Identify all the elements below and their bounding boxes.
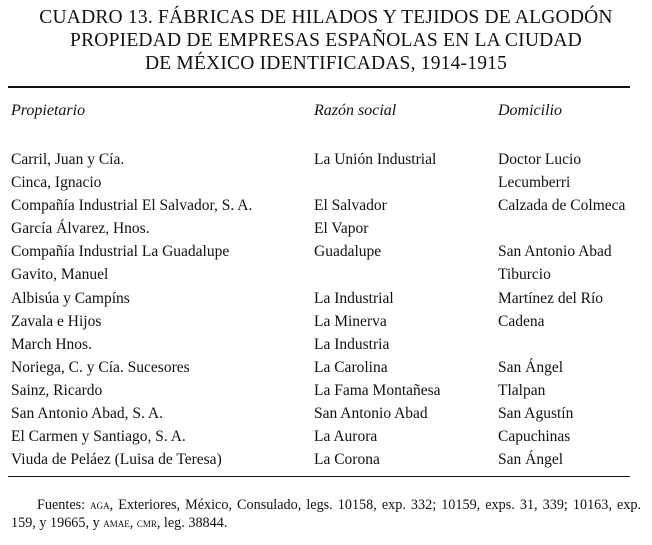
cell-propietario: Viuda de Peláez (Luisa de Teresa): [11, 451, 222, 469]
table-row: [0, 263, 652, 286]
table-row: [0, 287, 652, 310]
table-row: [0, 356, 652, 379]
cell-propietario: Noriega, C. y Cía. Sucesores: [11, 358, 190, 376]
cell-razon-social: Guadalupe: [314, 243, 382, 261]
header-domicilio: Domicilio: [498, 102, 562, 119]
table-row: [0, 217, 652, 240]
cell-propietario: Zavala e Hijos: [11, 312, 102, 330]
table-body: [0, 148, 652, 471]
title-line-3: DE MÉXICO IDENTIFICADAS, 1914-1915: [144, 53, 508, 74]
cell-propietario: Compañía Industrial El Salvador, S. A.: [11, 197, 253, 215]
cell-propietario: Carril, Juan y Cía.: [11, 151, 125, 168]
top-rule: [8, 86, 630, 88]
cell-razon-social: La Carolina: [314, 358, 388, 376]
table-header: [0, 102, 652, 124]
cell-domicilio: Tiburcio: [498, 266, 551, 284]
source-cmr: cmr: [136, 515, 157, 530]
bottom-rule: [8, 476, 630, 477]
cell-razon-social: El Vapor: [314, 220, 369, 238]
table-title: [0, 6, 652, 75]
cell-domicilio: San Ángel: [498, 451, 564, 469]
title-line-2: PROPIEDAD DE EMPRESAS ESPAÑOLAS EN LA CIUDAD: [70, 30, 582, 51]
cell-razon-social: La Fama Montañesa: [314, 381, 441, 399]
table-row: [0, 148, 652, 171]
cell-domicilio: Lecumberri: [498, 174, 571, 192]
cell-propietario: March Hnos.: [11, 335, 92, 353]
cell-razon-social: La Unión Industrial: [314, 151, 437, 168]
cell-propietario: García Álvarez, Hnos.: [11, 220, 150, 238]
cell-propietario: Albisúa y Campíns: [11, 289, 130, 307]
cell-domicilio: Cadena: [498, 312, 545, 330]
cell-propietario: Gavito, Manuel: [11, 266, 109, 284]
table-row: [0, 310, 652, 333]
cell-domicilio: San Ángel: [498, 358, 564, 376]
cell-propietario: San Antonio Abad, S. A.: [11, 405, 164, 423]
cell-propietario: Compañía Industrial La Guadalupe: [11, 243, 230, 261]
sources-separator: ,: [129, 515, 137, 531]
cell-razon-social: La Industrial: [314, 289, 394, 307]
cell-domicilio: Capuchinas: [498, 428, 571, 446]
cell-propietario: Cinca, Ignacio: [11, 174, 102, 192]
cell-domicilio: San Antonio Abad: [498, 243, 612, 261]
cell-domicilio: Calzada de Colmeca: [498, 197, 626, 215]
table-row: [0, 333, 652, 356]
cell-razon-social: La Industria: [314, 335, 390, 353]
cell-propietario: El Carmen y Santiago, S. A.: [11, 428, 186, 446]
source-aga: aga: [90, 497, 110, 512]
title-line-1: CUADRO 13. FÁBRICAS DE HILADOS Y TEJIDOS DE ALGODÓN: [39, 7, 613, 28]
table-row: [0, 448, 652, 471]
cell-domicilio: Martínez del Río: [498, 289, 604, 307]
sources-label: Fuentes:: [37, 497, 91, 513]
table-row: [0, 171, 652, 194]
cell-razon-social: El Salvador: [314, 197, 387, 215]
header-propietario: Propietario: [11, 102, 86, 119]
cell-razon-social: San Antonio Abad: [314, 405, 428, 423]
sources-text-1: , Exteriores, México, Consulado, legs. 10158, exp. 332; 10159, exps. 31, 339; 10163, exp. 159, y 19665, y: [11, 497, 641, 531]
cell-razon-social: La Minerva: [314, 312, 387, 330]
cell-razon-social: La Aurora: [314, 428, 378, 446]
cell-domicilio: Tlalpan: [498, 381, 546, 399]
table-row: [0, 240, 652, 263]
table-row: [0, 425, 652, 448]
cell-domicilio: Doctor Lucio: [498, 151, 582, 168]
header-razon-social: Razón social: [314, 102, 397, 119]
table-row: [0, 194, 652, 217]
source-amae: amae: [103, 515, 130, 530]
cell-propietario: Sainz, Ricardo: [11, 381, 103, 399]
sources-text-2: , leg. 38844.: [156, 515, 228, 531]
cell-domicilio: San Agustín: [498, 405, 574, 423]
cell-razon-social: La Corona: [314, 451, 380, 469]
sources-note: [11, 496, 641, 532]
table-row: [0, 402, 652, 425]
table-row: [0, 379, 652, 402]
